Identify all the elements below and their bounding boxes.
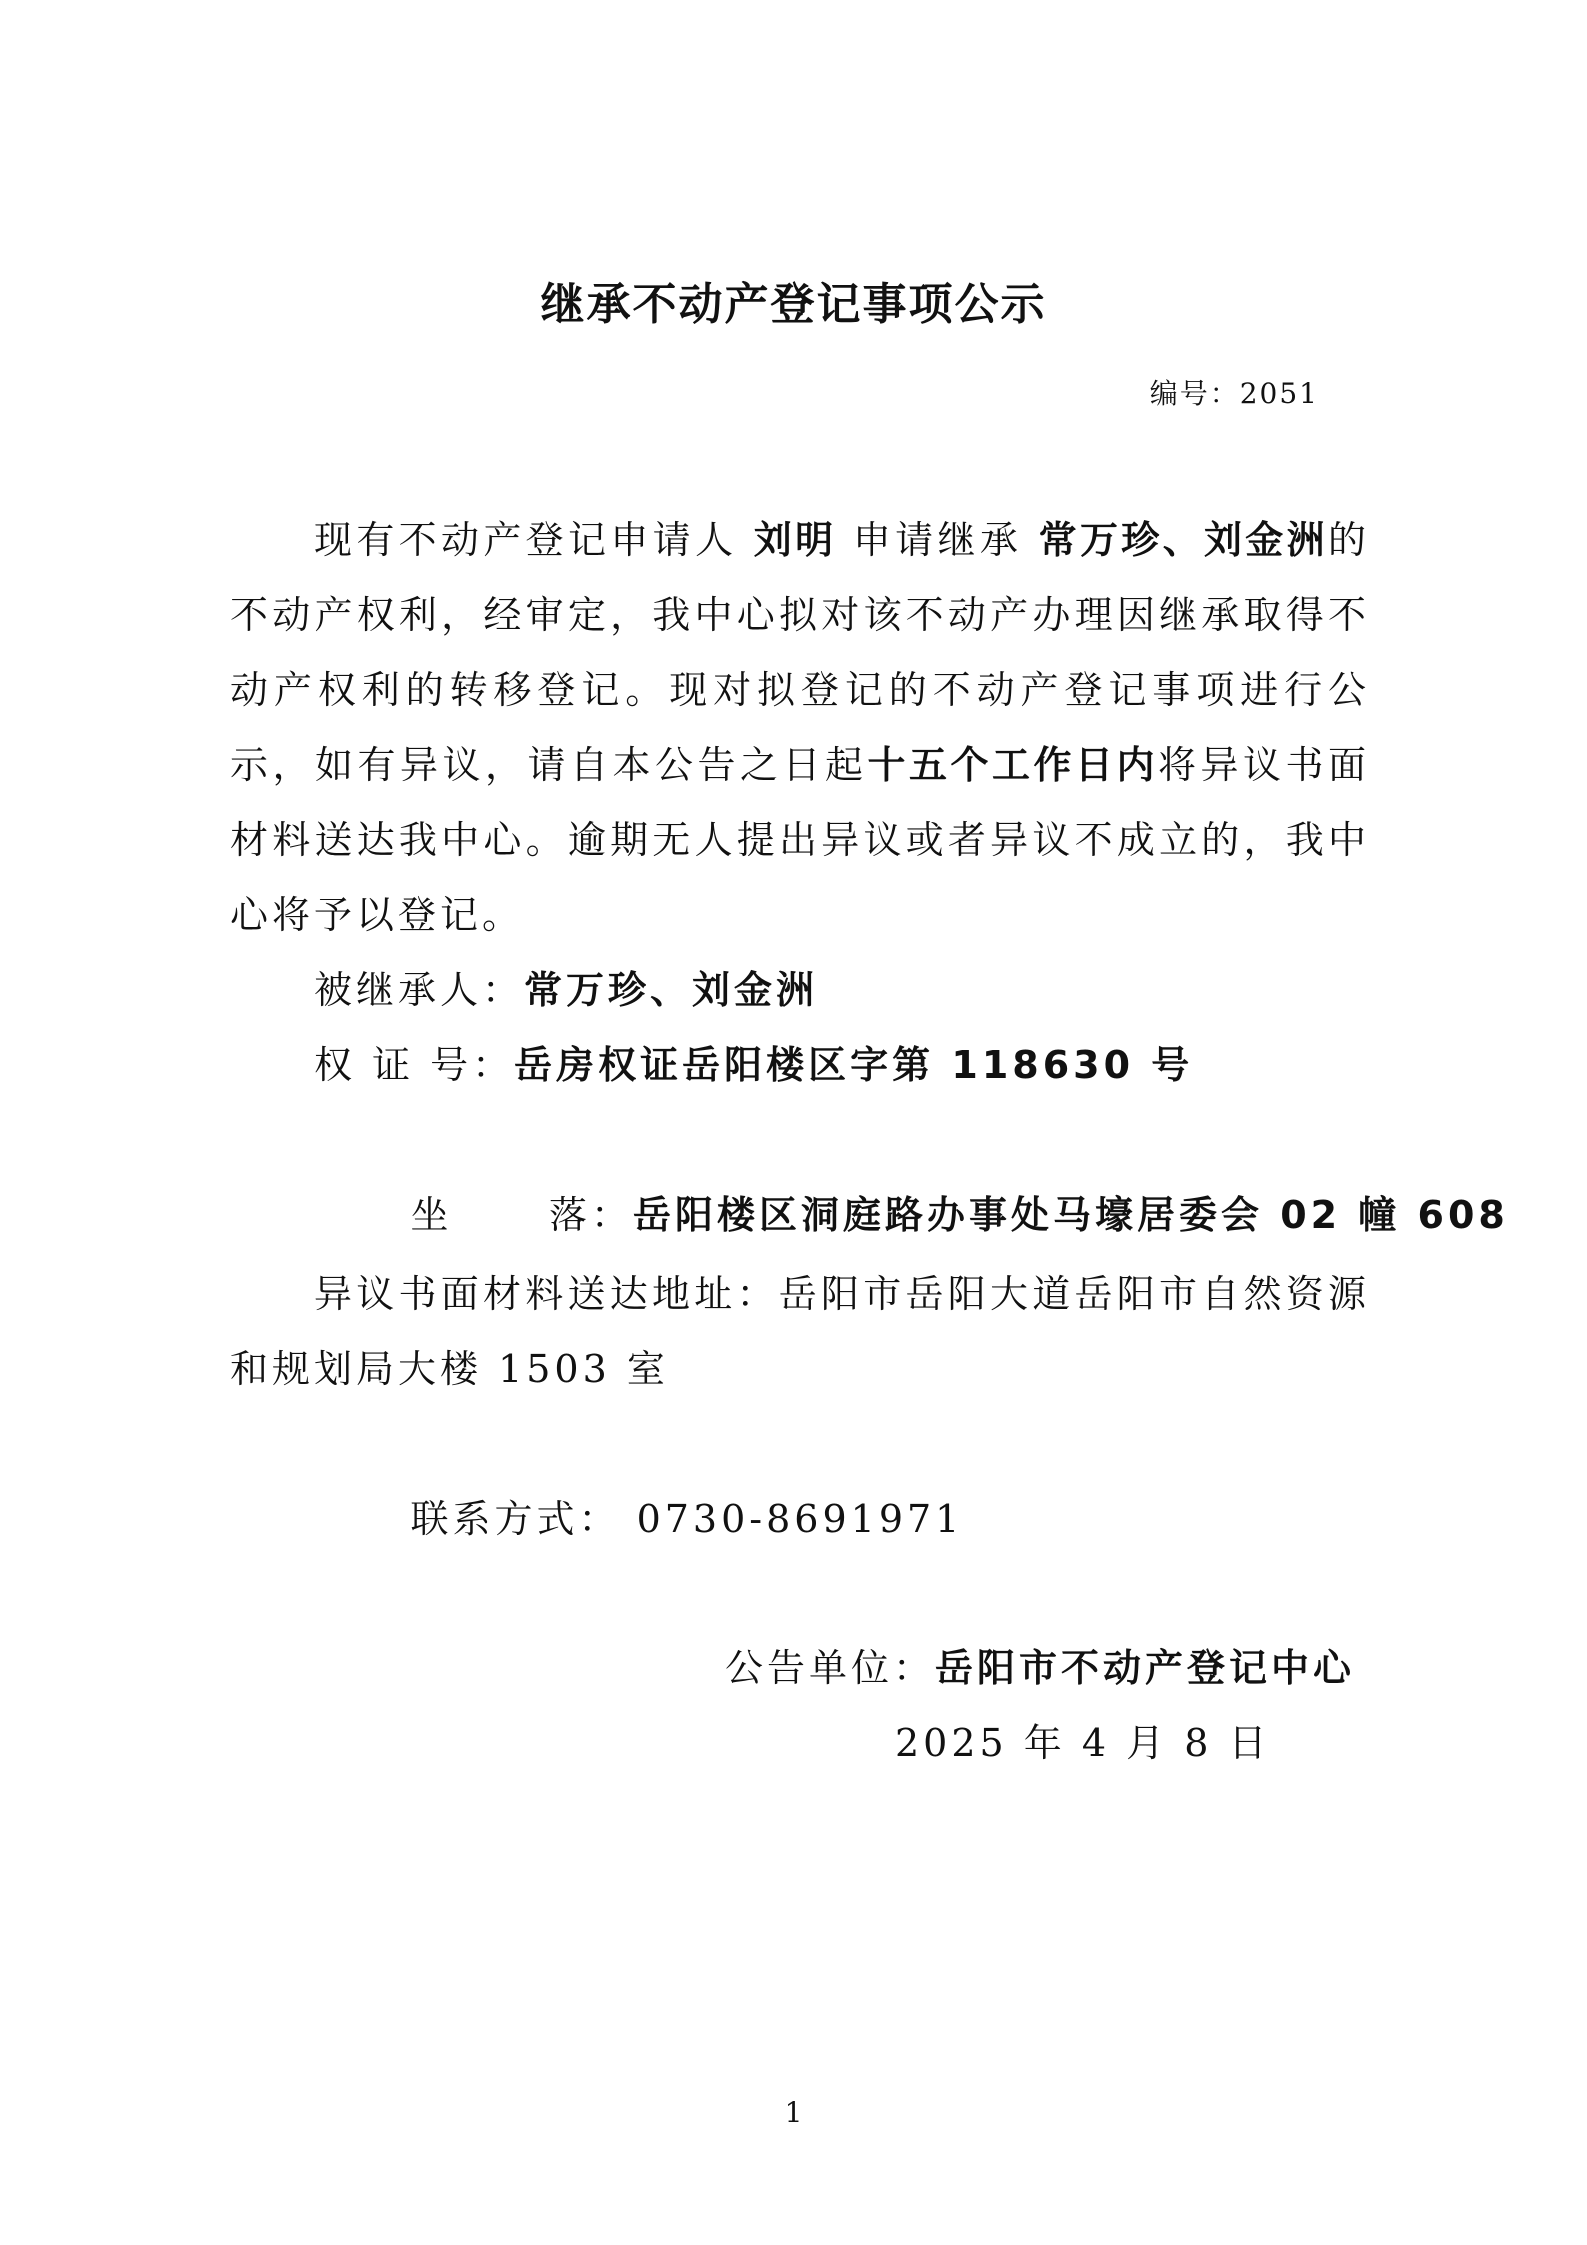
- address-label: 异议书面材料送达地址：: [314, 1272, 779, 1316]
- issuing-unit-name: 岳阳市不动产登记中心: [935, 1646, 1356, 1690]
- objection-info: [230, 1257, 1370, 1632]
- field-label: 坐 落：: [410, 1193, 633, 1237]
- issue-date: 2025 年 4 月 8 日: [895, 1721, 1271, 1765]
- body-text-1: 的不动产权利，经审定，我中心拟对该不动产办理因继承取得不动产权利的转移登记。现对拟登记的不动产登记事项进行公示，如有异议，请自本公告之日起: [230, 518, 1370, 787]
- issuing-unit-label: 公告单位：: [725, 1646, 936, 1690]
- field-certificate-number: [230, 1028, 1370, 1103]
- notice-body: [230, 503, 1509, 1328]
- contact-value: 0730-8691971: [620, 1497, 964, 1541]
- field-value: 岳阳楼区洞庭路办事处马壕居委会 02 幢 608: [632, 1193, 1509, 1237]
- contact-label: 联系方式：: [410, 1497, 621, 1541]
- field-label: 被继承人：: [314, 968, 525, 1012]
- notice-paragraph: [230, 503, 1370, 953]
- page-number: 1: [784, 2096, 803, 2129]
- intro-text: 现有不动产登记申请人: [314, 518, 754, 562]
- issuing-unit: [725, 1637, 1355, 1692]
- objection-address: [230, 1257, 1370, 1407]
- field-value: 常万珍、刘金洲: [524, 968, 819, 1012]
- deceased-names: 常万珍、刘金洲: [1038, 518, 1328, 562]
- contact-line: [230, 1407, 1370, 1632]
- document-number: 编号：2051: [1149, 377, 1319, 410]
- field-value: 岳房权证岳阳楼区字第 118630 号: [514, 1043, 1194, 1087]
- body-text-2: 将异议书面材料送达我中心。逾期无人提出异议或者异议不成立的，我中心将予以登记。: [230, 743, 1370, 937]
- address-value: 岳阳市岳阳大道岳阳市自然资源和规划局大楼 1503 室: [230, 1272, 1370, 1391]
- document-title: 继承不动产登记事项公示: [540, 279, 1047, 330]
- applicant-name: 刘明: [753, 518, 837, 562]
- deadline-text: 十五个工作日内: [867, 743, 1158, 787]
- apply-text: 申请继承: [836, 518, 1039, 562]
- field-label: 权 证 号：: [314, 1043, 515, 1087]
- field-deceased: [230, 953, 1370, 1028]
